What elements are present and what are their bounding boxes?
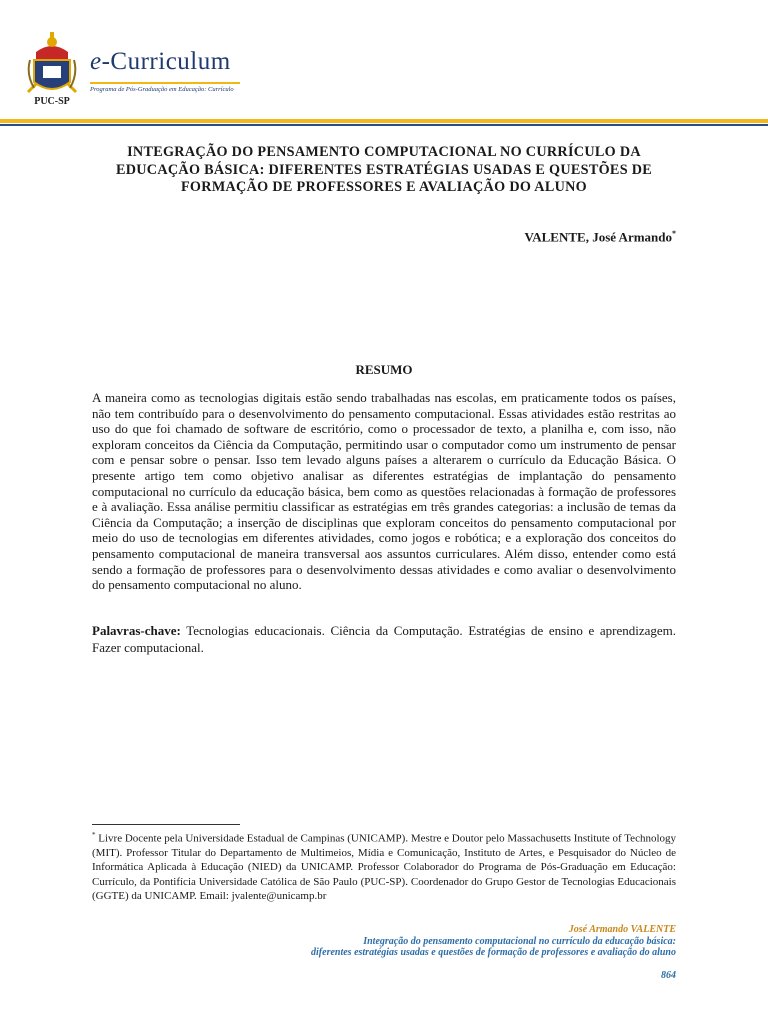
keywords-text: Tecnologias educacionais. Ciência da Computação. Estratégias de ensino e aprendizagem. Fazer computacional. [92, 623, 677, 655]
journal-header [0, 0, 768, 125]
crest-label: PUC-SP [34, 96, 70, 107]
brand-prefix: e- [90, 48, 111, 75]
footnote [92, 828, 676, 903]
abstract-heading: RESUMO [355, 362, 413, 377]
journal-logo [90, 48, 231, 76]
footnote-mark: * [92, 831, 96, 839]
brand-name: Curriculum [110, 48, 231, 75]
brand-subtitle: Programa de Pós-Graduação em Educação: Currículo [90, 86, 234, 93]
running-footer [116, 924, 676, 959]
header-gold-band [0, 119, 768, 123]
keywords [92, 623, 676, 656]
author-footnote-mark: * [672, 229, 676, 238]
header-blue-band [0, 124, 768, 126]
page-number: 864 [661, 970, 676, 981]
running-title-line2: diferentes estratégias usadas e questões de formação de professores e avaliação do aluno [311, 947, 676, 958]
running-title-line1: Integração do pensamento computacional no currículo da educação básica: [363, 935, 676, 947]
footnote-text: Livre Docente pela Universidade Estadual de Campinas (UNICAMP). Mestre e Doutor pelo Massachusetts Institute of Technology (MIT). Professor Titular do Departamento de Multimeios, Mídia e Comunicação, Instituto de Artes, e Pesquisador do Núcleo de Informática Aplicada à Educação (NIED) da UNICAMP. Professor Colaborador do Programa de Pós-Graduação em Educação: Currículo, da Pontifícia Universidade Católica de São Paulo (PUC-SP). Coordenador do Grupo Gestor de Tecnologias Educacionais (GGTE) da UNICAMP. Email: jvalente@unicamp.br [92, 832, 677, 902]
keywords-label: Palavras-chave: [92, 623, 181, 638]
article-author [525, 229, 676, 245]
article-title: INTEGRAÇÃO DO PENSAMENTO COMPUTACIONAL NO CURRÍCULO DA EDUCAÇÃO BÁSICA: DIFERENTES ESTRATÉGIAS USADAS E QUESTÕES DE FORMAÇÃO DE PROFESSORES E AVALIAÇÃO DO ALUNO [115, 144, 653, 195]
abstract-text: A maneira como as tecnologias digitais estão sendo trabalhadas nas escolas, em praticamente todos os países, não tem contribuído para o desenvolvimento do pensamento computacional. Essas atividades estão restritas ao uso do que foi chamado de software de escritório, como o processador de texto, a planilha e, com isso, não exploram conceitos da Ciência da Computação, permitindo usar o computador como um instrumento de pensar com e pensar sobre o pensar. Isso tem levado alguns países a alterarem o currículo da Educação Básica. O presente artigo tem como objetivo analisar as diferentes estratégias de implantação do pensamento computacional no currículo da educação básica, bem como as questões relacionadas à formação de professores e à avaliação. Essa análise permitiu classificar as estratégias em três grandes categorias: a inclusão de temas da Ciência da Computação; a inserção de disciplinas que exploram conceitos do pensamento computacional por meio do uso de tecnologias em diferentes atividades, como jogos e robótica; e a exploração dos conceitos do pensamento computacional de maneira transversal aos assuntos curriculares. Além disso, entender como está sendo a formação de professores para o desenvolvimento dessas atividades e como avaliar o desenvolvimento do pensamento computacional no aluno. [92, 390, 676, 593]
footnote-rule [92, 824, 240, 825]
brand-rule [90, 82, 240, 84]
author-name: VALENTE, José Armando [524, 229, 672, 245]
running-author: José Armando VALENTE [568, 924, 676, 935]
